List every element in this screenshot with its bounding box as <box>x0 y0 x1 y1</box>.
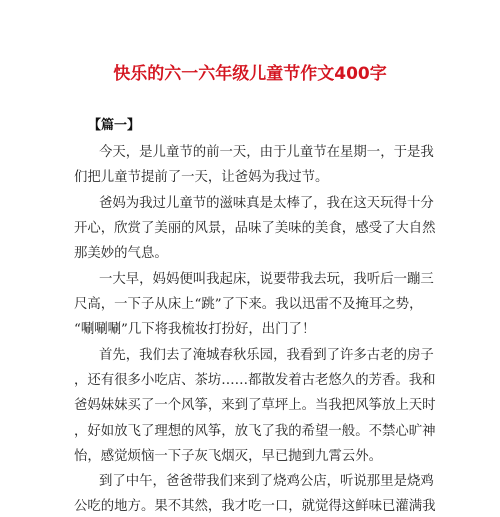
paragraph-line: 首先，我们去了淹城春秋乐园，我看到了许多古老的房子 <box>99 348 434 363</box>
paragraph-line: ，还有很多小吃店、茶坊……都散发着古老悠久的芳香。我和 <box>74 373 436 388</box>
paragraph-line: ，好如放飞了理想的风筝，放飞了我的希望一般。不禁心旷神 <box>74 424 436 439</box>
section-label: 【篇一】 <box>88 118 141 133</box>
document-title: 快乐的六一六年级儿童节作文400字 <box>113 64 387 84</box>
paragraph-line: “唰唰唰”几下将我梳妆打扮好，出门了！ <box>74 322 316 337</box>
paragraph-line: 公吃的地方。果不其然，我才吃一口，就觉得这鲜味已灌满我 <box>74 499 436 514</box>
paragraph-line: 到了中午，爸爸带我们来到了烧鸡公店，听说那里是烧鸡 <box>99 474 434 489</box>
paragraph-line: 尺高，一下子从床上“跳”了下来。我以迅雷不及掩耳之势， <box>74 297 423 312</box>
paragraph-line: 爸妈妹妹买了一个风筝，来到了草坪上。当我把风筝放上天时 <box>74 398 436 413</box>
paragraph-line: 今天，是儿童节的前一天，由于儿童节在星期一，于是我 <box>99 145 434 160</box>
paragraph-line: 怡，感觉烦恼一下子灰飞烟灭，早已抛到九霄云外。 <box>74 449 382 464</box>
paragraph-line: 那美妙的气息。 <box>74 246 168 261</box>
paragraph-line: 一大早，妈妈便叫我起床，说要带我去玩，我听后一蹦三 <box>99 272 434 287</box>
paragraph-line: 们把儿童节提前了一天，让爸妈为我过节。 <box>74 170 329 185</box>
paragraph-line: 开心，欣赏了美丽的风景，品味了美味的美食，感受了大自然 <box>74 221 436 236</box>
paragraph-line: 爸妈为我过儿童节的滋味真是太棒了，我在这天玩得十分 <box>99 196 434 211</box>
